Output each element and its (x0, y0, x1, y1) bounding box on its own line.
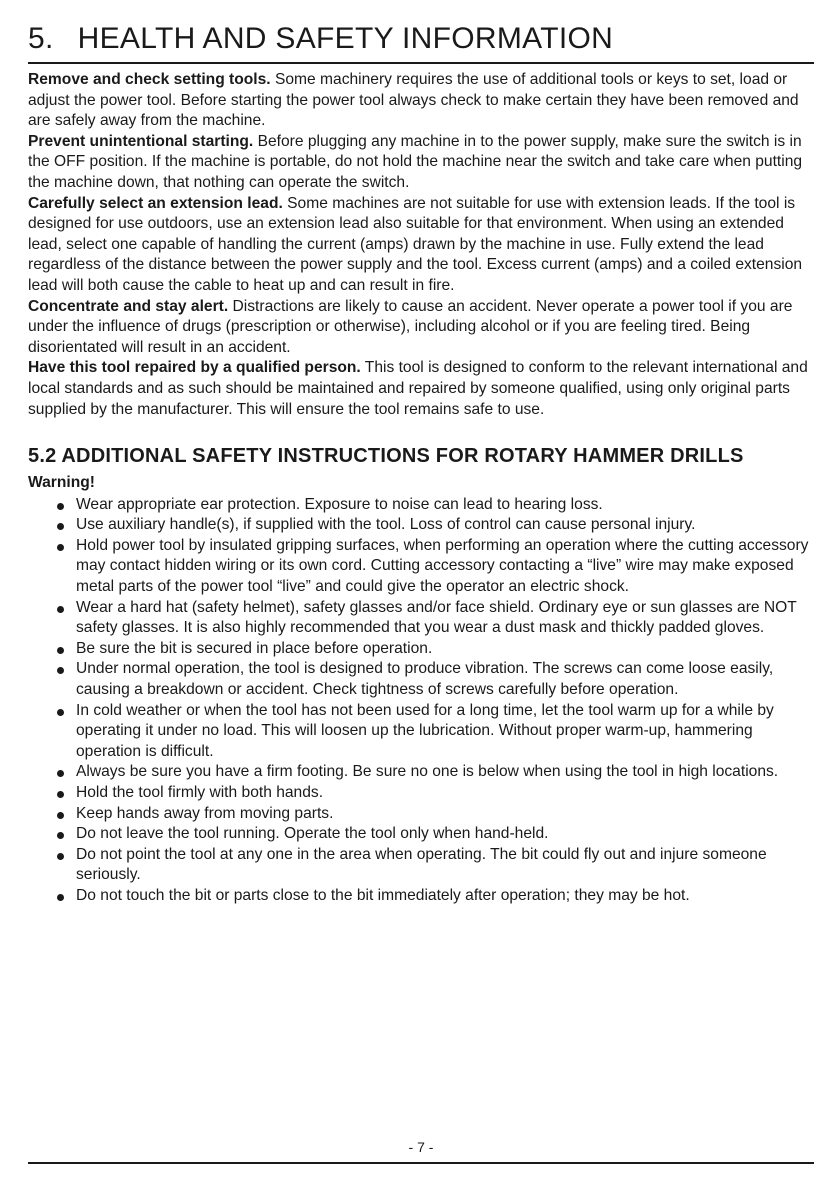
bullet-icon (57, 523, 64, 530)
paragraph-heading: Have this tool repaired by a qualified person. (28, 359, 361, 377)
list-item-text: Do not point the tool at any one in the area when operating. The bit could fly out and injure someone seriously. (76, 845, 767, 884)
footer-divider (28, 1162, 814, 1164)
list-item-text: Wear a hard hat (safety helmet), safety glasses and/or face shield. Ordinary eye or sun glasses are NOT safety glasses. It is also highly recommended that you wear a dust mask and thickly padded gloves. (76, 598, 797, 637)
subsection-title: 5.2 ADDITIONAL SAFETY INSTRUCTIONS FOR ROTARY HAMMER DRILLS (28, 445, 744, 468)
list-item-text: Wear appropriate ear protection. Exposure to noise can lead to hearing loss. (76, 495, 603, 513)
paragraph-heading: Concentrate and stay alert. (28, 297, 229, 315)
paragraph-text: Some machinery requires the use of additional tools or keys to set, load or adjust the power tool. Before starting the power tool always check to make certain they have been removed and are safely away from the machine. (28, 71, 799, 130)
bullet-icon (57, 894, 64, 901)
bullet-icon (57, 647, 64, 654)
paragraph-text: This tool is designed to conform to the relevant international and local standards and as such should be maintained and repaired by someone qualified, using only original parts supplied by the manufacturer. This will ensure the tool remains safe to use. (28, 359, 808, 418)
list-item (28, 659, 814, 700)
bullet-icon (57, 791, 64, 798)
list-item (28, 515, 814, 536)
section-title-text: HEALTH AND SAFETY INFORMATION (77, 22, 614, 55)
paragraph-stay-alert (28, 297, 814, 359)
paragraph-setting-tools (28, 70, 814, 132)
page-number: - 7 - (408, 1139, 434, 1155)
list-item-text: Use auxiliary handle(s), if supplied with the tool. Loss of control can cause personal injury. (76, 516, 696, 534)
list-item (28, 783, 814, 804)
list-item (28, 886, 814, 907)
bullet-icon (57, 503, 64, 510)
list-item-text: Be sure the bit is secured in place before operation. (76, 639, 433, 657)
section-title (28, 22, 814, 64)
bullet-icon (57, 832, 64, 839)
section-number: 5. (28, 22, 54, 55)
list-item-text: Do not touch the bit or parts close to the bit immediately after operation; they may be hot. (76, 886, 690, 904)
safety-instruction-list (28, 495, 814, 907)
list-item (28, 495, 814, 516)
paragraph-text: Before plugging any machine in to the power supply, make sure the switch is in the OFF position. If the machine is portable, do not hold the machine near the switch and take care when putting the machine down, that nothing can operate the switch. (28, 132, 803, 191)
list-item (28, 639, 814, 660)
list-item-text: Hold the tool firmly with both hands. (76, 784, 324, 801)
bullet-icon (57, 812, 64, 819)
warning-label: Warning! (28, 474, 95, 492)
safety-paragraphs (28, 70, 814, 420)
paragraph-text: Distractions are likely to cause an accident. Never operate a power tool if you are under the influence of drugs (prescription or otherwise), including alcohol or if you are feeling tired. Being disorientated will result in an accident. (28, 297, 793, 356)
list-item-text: Always be sure you have a firm footing. Be sure no one is below when using the tool in high locations. (76, 763, 779, 781)
paragraph-heading: Remove and check setting tools. (28, 71, 271, 88)
paragraph-text: Some machines are not suitable for use with extension leads. If the tool is designed for use outdoors, use an extension lead also suitable for that environment. When using an extended lead, select one capable of handling the current (amps) drawn by the machine in use. Fully extend the lead regardless of the distance between the power supply and the tool. Excess current (amps) and a coiled extension lead will both cause the cable to heat up and can result in fire. (28, 194, 803, 294)
paragraph-unintentional-starting (28, 132, 814, 194)
list-item (28, 845, 814, 886)
list-item (28, 762, 814, 783)
bullet-icon (57, 709, 64, 716)
bullet-icon (57, 606, 64, 613)
paragraph-qualified-repair (28, 358, 814, 420)
list-item-text: In cold weather or when the tool has not been used for a long time, let the tool warm up for a while by operating it under no load. This will loosen up the lubrication. Without proper warm-up, hammering operation is difficult. (76, 701, 774, 760)
bullet-icon (57, 770, 64, 777)
bullet-icon (57, 853, 64, 860)
list-item (28, 598, 814, 639)
list-item (28, 536, 814, 598)
paragraph-heading: Carefully select an extension lead. (28, 194, 283, 212)
bullet-icon (57, 544, 64, 551)
manual-page (28, 0, 814, 1192)
list-item (28, 804, 814, 825)
list-item (28, 701, 814, 763)
list-item-text: Do not leave the tool running. Operate the tool only when hand-held. (76, 825, 549, 843)
list-item-text: Keep hands away from moving parts. (76, 804, 334, 822)
list-item-text: Under normal operation, the tool is designed to produce vibration. The screws can come loose easily, causing a breakdown or accident. Check tightness of screws carefully before operation. (76, 660, 774, 699)
list-item (28, 824, 814, 845)
paragraph-heading: Prevent unintentional starting. (28, 132, 254, 150)
list-item-text: Hold power tool by insulated gripping surfaces, when performing an operation where the cutting accessory may contact hidden wiring or its own cord. Cutting accessory contacting a “live” wire may make exposed metal parts of the power tool “live” and could give the operator an electric shock. (76, 536, 809, 596)
bullet-icon (57, 667, 64, 674)
paragraph-extension-lead (28, 194, 814, 297)
